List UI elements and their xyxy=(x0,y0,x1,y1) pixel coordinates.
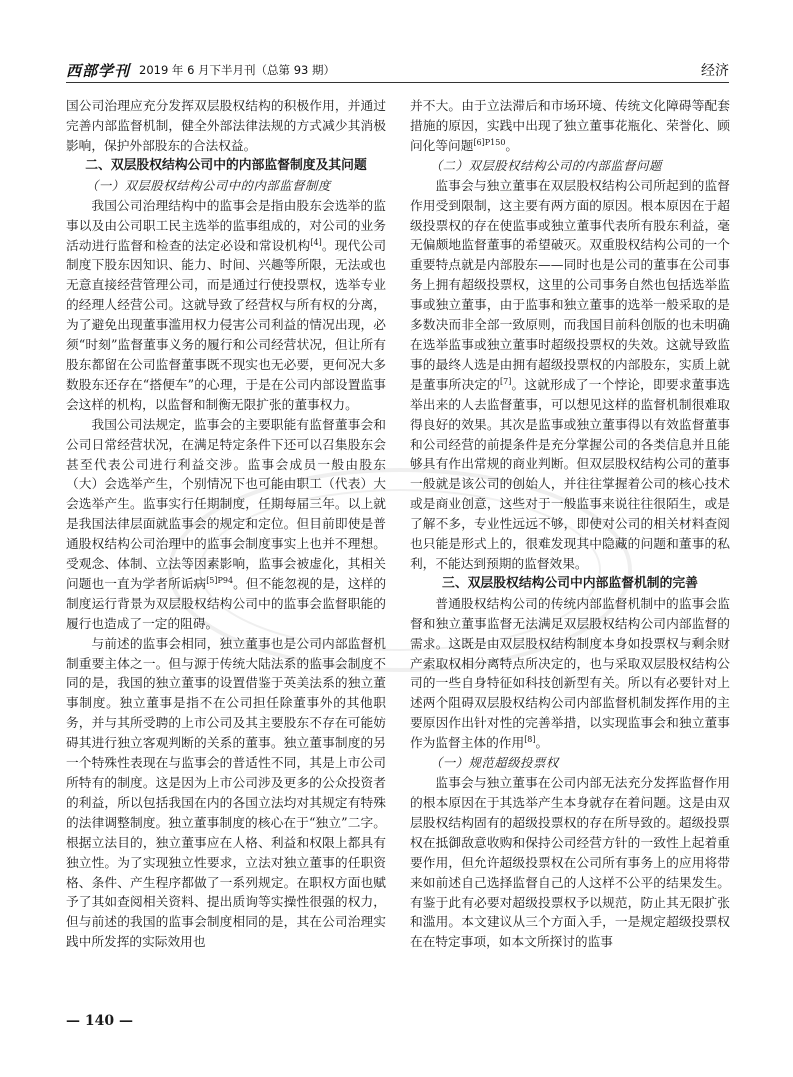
paragraph-text: 并不大。由于立法滞后和市场环境、传统文化障碍等配套措施的原因，实践中出现了独立董事花瓶化、荣誉化、顾问化等问题 xyxy=(410,98,730,153)
paragraph-text-continued: 。 xyxy=(505,137,519,153)
journal-issue: 2019 年 6 月下半月刊（总第 93 期） xyxy=(139,63,335,77)
paragraph-text: 普通股权结构公司的传统内部监督机制中的监事会监督和独立董事监督无法满足双层股权结构公司内部监督的需求。这既是由双层股权结构制度本身如投票权与剩余财产索取权相分离特点所决定的，也与采取双层股权结构公司的一些自身特征如科技创新型有关。所以有必要针对上述两个阻碍双层股权结构公司内部监督机制发挥作用的主要原因作出针对性的完善举措，以实现监事会和独立董事作为监督主体的作用 xyxy=(410,595,730,751)
subsection-heading xyxy=(66,176,386,196)
right-column xyxy=(410,96,730,952)
paragraph-text: 监事会与独立董事在双层股权结构公司所起到的监督作用受到限制，这主要有两方面的原因。根本原因在于超级投票权的存在使监事或独立董事代表所有股东利益，毫无偏颇地监督董事的希望破灭。双重股权结构公司的一个重要特点就是内部股东——同时也是公司的董事在公司事务上拥有超级投票权，这里的公司事务自然也包括选举监事或独立董事，由于监事和独立董事的选举一般采取的是多数决而非全部一致原则，而我国目前科创版的也未明确在选举监事或独立董事时超级投票权的失效。这就导致监事的最终人选是由拥有超级投票权的内部股东，实质上就是董事所决定的 xyxy=(410,177,730,392)
section-heading xyxy=(410,574,730,594)
left-column xyxy=(66,96,386,952)
paragraph-text: （二）双层股权结构公司的内部监督问题 xyxy=(429,157,662,173)
subsection-heading xyxy=(410,156,730,176)
section-label: 经济 xyxy=(701,63,729,79)
paragraph-text: 三、双层股权结构公司中内部监督机制的完善 xyxy=(442,575,698,591)
paragraph-text: 我国公司法规定，监事会的主要职能有监督董事会和公司日常经营状况，在满足特定条件下还可以召集股东会甚至代表公司进行利益交涉。监事会成员一般由股东（大）会选举产生，个别情况下也可能由职工（代表）大会选举产生。监事实行任期制度，任期每届三年。以上就是我国法律层面就监事会的规定和定位。但目前即使是普通股权结构公司治理中的监事会制度事实上也并不理想。受观念、体制、立法等因素影响，监事会被虚化，其相关问题也一直为学者所诟病 xyxy=(66,416,386,591)
paragraph-text-continued: 。 xyxy=(535,735,549,751)
paragraph-text: （一）双层股权结构公司中的内部监督制度 xyxy=(85,177,331,193)
paragraph-text-continued: 。现代公司制度下股东因知识、能力、时间、兴趣等所限，无法或也无意直接经营管理公司，而是通过行使投票权，选举专业的经理人经营公司。这就导致了经营权与所有权的分离，为了避免出现董事滥用权力侵害公司利益的情况出现，必须“时刻”监督董事义务的履行和公司经营状况，但让所有股东都留在公司监督董事既不现实也无必要，更何况大多数股东还存在“搭便车”的心理，于是在公司内部设置监事会这样的机构，以监督和制衡无限扩张的董事权力。 xyxy=(66,237,387,412)
body-paragraph xyxy=(410,176,730,574)
citation-marker: [7] xyxy=(500,376,512,386)
citation-marker: [8] xyxy=(524,734,536,744)
citation-marker: [5]P94 xyxy=(206,575,234,585)
paragraph-text: 我国公司治理结构中的监事会是指由股东会选举的监事以及由公司职工民主选举的监事组成的，对公司的业务活动进行监督和检查的法定必设和常设机构 xyxy=(66,197,386,253)
body-paragraph xyxy=(410,773,730,952)
citation-marker: [4] xyxy=(310,237,322,247)
journal-logo: 西部学刊 xyxy=(66,62,131,80)
citation-marker: [6]P150 xyxy=(473,137,506,147)
paragraph-text-continued: 。但不能忽视的是，这样的制度运行背景为双层股权结构公司中的监事会监督职能的履行也造成了一定的阻碍。 xyxy=(66,575,387,631)
paragraph-text-continued: 。这就形成了一个悖论，即要求董事选举出来的人去监督董事，可以想见这样的监督机制很难取得良好的效果。其次是监事或独立董事得以有效监督董事和公司经营的前提条件是充分掌握公司的各类信息并且能够具有作出常规的商业判断。但双层股权结构公司的董事一般就是该公司的创始人，并往往掌握着公司的核心技术或是商业创意，这些对于一般监事来说往往很陌生，或是了解不多，专业性远远不够，即使对公司的相关材料查阅也只能是形式上的，很难发现其中隐藏的问题和董事的私利，不能达到预期的监督效果。 xyxy=(410,376,731,571)
paragraph-text: （一）规范超级投票权 xyxy=(429,755,559,771)
paragraph-text: 国公司治理应充分发挥双层股权结构的积极作用，并通过完善内部监督机制，健全外部法律法规的方式减少其消极影响，保护外部股东的合法权益。 xyxy=(66,98,386,153)
paragraph-text: 与前述的监事会相同，独立董事也是公司内部监督机制重要主体之一。但与源于传统大陆法系的监事会制度不同的是，我国的独立董事的设置借鉴于英美法系的独立董事制度。独立董事是指不在公司担任除董事外的其他职务，并与其所受聘的上市公司及其主要股东不存在可能妨碍其进行独立客观判断的关系的董事。独立董事制度的另一个特殊性表现在与监事会的普适性不同，其是上市公司所特有的制度。这是因为上市公司涉及更多的公众投资者的利益，所以包括我国在内的各国立法均对其规定有特殊的法律调整制度。独立董事制度的核心在于“独立”二字。根据立法目的，独立董事应在人格、利益和权限上都具有独立性。为了实现独立性要求，立法对独立董事的任职资格、条件、产生程序都做了一系列规定。在职权方面也赋予了其如查阅相关资料、提出质询等实操性很强的权力，但与前述的我国的监事会制度相同的是，其在公司治理实践中所发挥的实际效用也 xyxy=(66,635,386,950)
page-number: — 140 — xyxy=(66,1013,133,1029)
page-header xyxy=(66,58,729,83)
subsection-heading xyxy=(410,753,730,773)
body-paragraph xyxy=(66,196,386,415)
body-paragraph xyxy=(66,96,386,156)
body-paragraph xyxy=(410,96,730,156)
paragraph-text: 监事会与独立董事在公司内部无法充分发挥监督作用的根本原因在于其选举产生本身就存在着问题。这是由双层股权结构固有的超级投票权的存在所导致的。超级投票权在抵御敌意收购和保持公司经营方针的一致性上起着重要作用，但允许超级投票权在公司所有事务上的应用将带来如前述自己选择监督自己的人这样不公平的结果发生。有鉴于此有必要对超级投票权予以规范，防止其无限扩张和滥用。本文建议从三个方面入手，一是规定超级投票权在在特定事项，如本文所探讨的监事 xyxy=(410,775,730,950)
body-paragraph xyxy=(410,594,730,753)
body-paragraph xyxy=(66,634,386,953)
paragraph-text: 二、双层股权结构公司中的内部监督制度及其问题 xyxy=(85,157,367,173)
section-heading xyxy=(66,156,386,176)
body-paragraph xyxy=(66,415,386,634)
